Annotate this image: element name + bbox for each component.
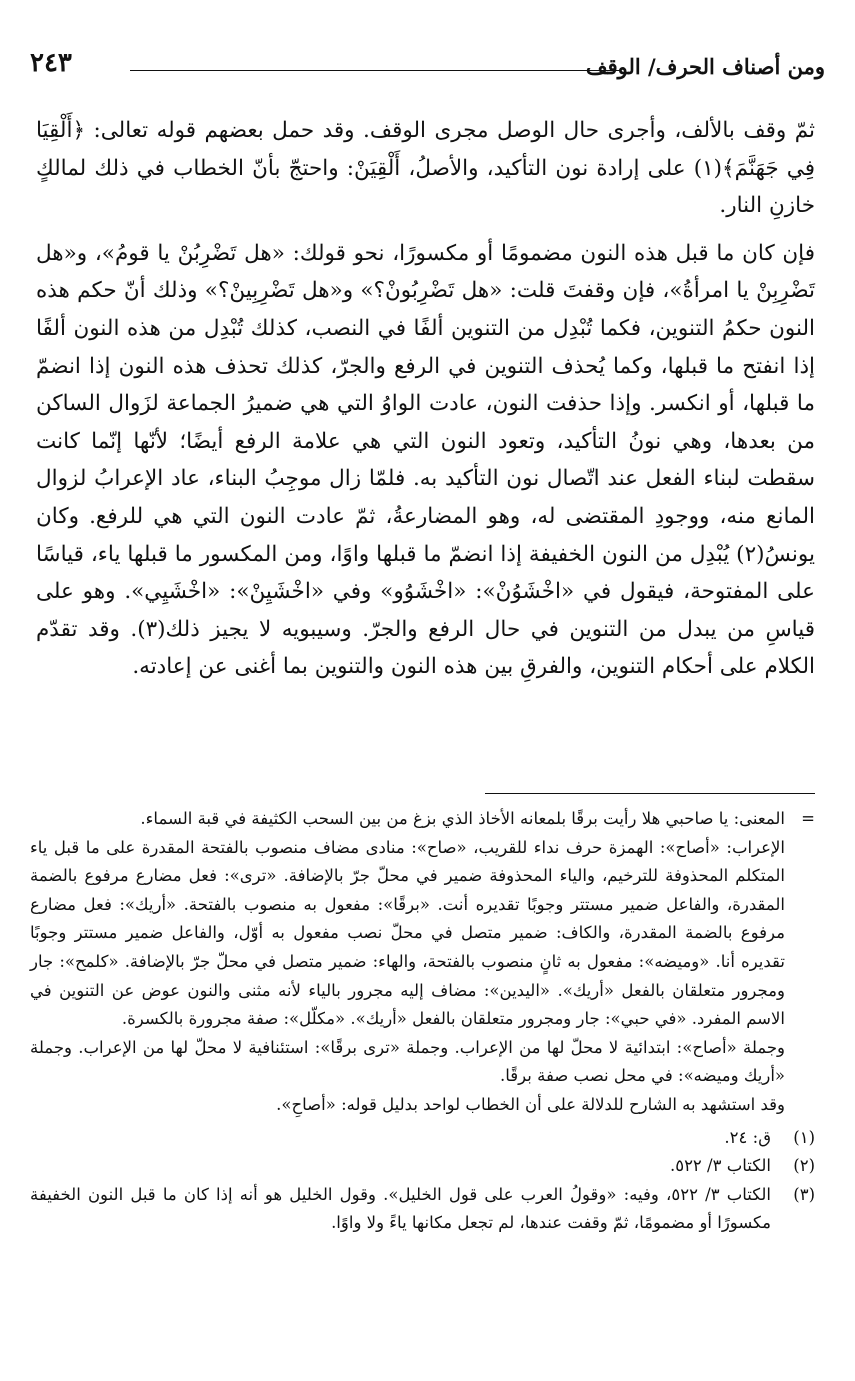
main-text [36, 112, 815, 686]
running-title: ومن أصناف الحرف/ الوقف [585, 54, 825, 79]
page-number: ٢٤٣ [30, 48, 72, 78]
footnotes [30, 805, 815, 1238]
header-rule [130, 70, 620, 71]
footnote-number: (٣) [793, 1184, 815, 1204]
main-paragraph: ثمّ وقف بالألف، وأجرى حال الوصل مجرى الوقف. وقد حمل بعضهم قوله تعالى: ﴿أَلْقِيَا فِي جَهَنَّمَ﴾(١) على إرادة نون التأكيد، والأصلُ، أَلْقِيَنْ: واحتجّ بأنّ الخطاب في ذلك لمالكٍ خازنِ النار. [36, 118, 815, 219]
footnote-paragraph: الإعراب: «أصاح»: الهمزة حرف نداء للقريب، «صاح»: منادى مضاف منصوب بالفتحة المقدرة على ما قبل ياء المتكلم المحذوفة للترخيم، والياء المحذوفة ضمير في محلّ جرّ بالإضافة. «ترى»: فعل مضارع مرفوع بالضمة المقدرة، والفاعل ضمير مستتر وجوبًا تقديره أنت. «برقًا»: مفعول به منصوب بالفتحة. «أريك»: فعل مضارع مرفوع بالضمة المقدرة، والكاف: ضمير متصل في محلّ نصب مفعول به أوّل، والفاعل ضمير مستتر وجوبًا تقديره أنا. «وميضه»: مفعول به ثانٍ منصوب بالفتحة، والهاء: ضمير متصل في محلّ جرّ بالإضافة. «كلمح»: جار ومجرور متعلقان بالفعل «أريك». «اليدين»: مضاف إليه مجرور بالياء لأنه مثنى والنون عوض عن التنوين في الاسم المفرد. «في حبي»: جار ومجرور متعلقان بالفعل «أريك». «مكلّل»: صفة مجرورة بالكسرة. [30, 837, 786, 1029]
footnote-continuation [30, 805, 815, 1120]
footnote-number: (١) [793, 1127, 815, 1147]
footnote-paragraph: المعنى: يا صاحبي هلا رأيت برقًا بلمعانه الأخاذ الذي بزغ من بين السحب الكثيفة في قبة السماء. [140, 809, 785, 828]
page-header [30, 48, 825, 84]
footnote-paragraph: وقد استشهد به الشارح للدلالة على أن الخطاب لواحد بدليل قوله: «أصاحِ». [276, 1094, 785, 1114]
footnote-text: الكتاب ٣/ ٥٢٢. [669, 1156, 771, 1176]
continuation-mark: = [801, 809, 815, 828]
footnote-text: ق: ٢٤. [724, 1127, 771, 1147]
footnote-paragraph: وجملة «أصاح»: ابتدائية لا محلّ لها من الإعراب. وجملة «ترى برقًا»: استئنافية لا محلّ لها من الإعراب. وجملة «أريك وميضه»: في محل نصب صفة برقًا. [30, 1037, 785, 1086]
footnote [30, 1124, 815, 1153]
footnote-text: الكتاب ٣/ ٥٢٢، وفيه: «وقولُ العرب على قول الخليل». وقول الخليل هو أنه إذا كان ما قبل النون الخفيفة مكسورًا أو مضمومًا، ثمّ وقفت عندها، لم تجعل مكانها ياءً ولا واوًا. [30, 1184, 772, 1233]
footnote-number: (٢) [793, 1156, 815, 1176]
main-paragraph: فإن كان ما قبل هذه النون مضمومًا أو مكسورًا، نحو قولك: «هل تَضْرِبُنْ يا قومُ»، و«هل تَضْرِبِنْ يا امرأةُ»، فإن وقفتَ قلت: «هل تَضْرِبُونْ؟» و«هل تَضْرِبِينْ؟» وذلك أنّ حكم هذه النون حكمُ التنوين، فكما تُبْدِل من التنوين ألفًا في النصب، كذلك تُبْدِل من هذه النون ألفًا إذا انفتح ما قبلها، وكما يُحذف التنوين في الرفع والجرّ، كذلك تحذف هذه النون إذا انضمّ ما قبلها، أو انكسر. وإذا حذفت النون، عادت الواوُ التي هي ضميرُ الجماعة لزَوال الساكن من بعدها، وهي نونُ التأكيد، وتعود النون التي هي علامة الرفع أيضًا؛ لأنّها إنّما كانت سقطت لبناء الفعل عند اتّصال نون التأكيد به. فلمّا زال موجِبُ البناء، عاد الإعرابُ لزوال المانع منه، ووجودِ المقتضى له، وهو المضارعةُ، ثمّ عادت النون التي هي للرفع. وكان يونسُ(٢) يُبْدِل من النون الخفيفة إذا انضمّ ما قبلها واوًا، ومن المكسور ما قبلها ياء، قياسًا على المفتوحة، فيقول في «اخْشَوُنْ»: «اخْشَوُو» وفي «اخْشَيِنْ»: «اخْشَيِي». وهو على قياسِ من يبدل من التنوين في حال الرفع والجرّ. وسيبويه لا يجيز ذلك(٣). وقد تقدّم الكلام على أحكام التنوين، والفرقِ بين هذه النون والتنوين بما أغنى عن إعادته. [36, 240, 816, 680]
footnote [30, 1152, 815, 1181]
footnote [30, 1181, 815, 1238]
footnote-separator [485, 793, 815, 794]
